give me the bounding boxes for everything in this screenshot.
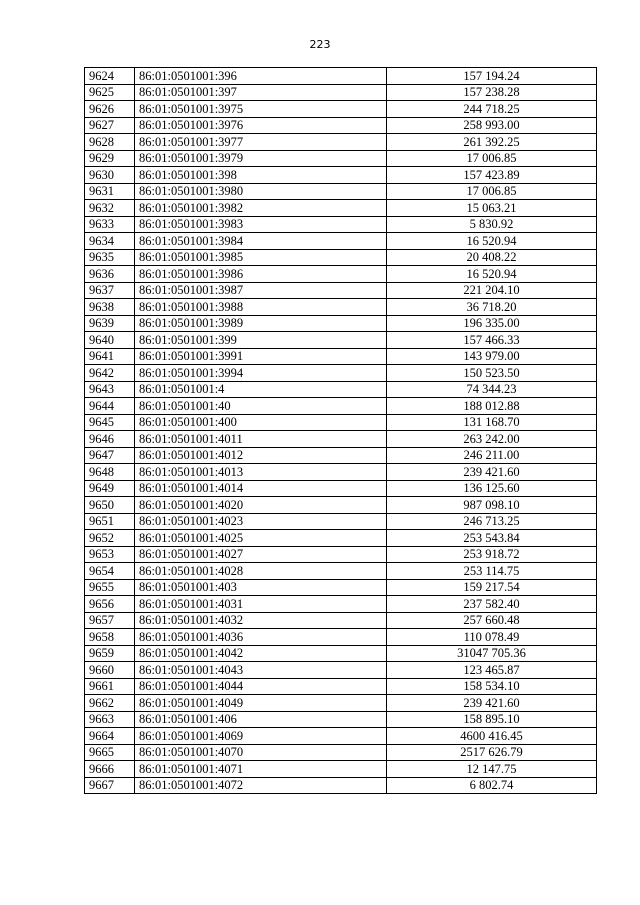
cadastral-number-cell: 86:01:0501001:4036 — [135, 629, 387, 646]
table-row — [85, 563, 597, 580]
table-row — [85, 266, 597, 283]
cadastral-number-cell: 86:01:0501001:397 — [135, 84, 387, 101]
row-number-cell: 9663 — [85, 711, 135, 728]
value-cell: 158 895.10 — [387, 711, 597, 728]
value-cell: 253 918.72 — [387, 546, 597, 563]
cadastral-number-cell: 86:01:0501001:398 — [135, 167, 387, 184]
table-row — [85, 332, 597, 349]
value-cell: 123 465.87 — [387, 662, 597, 679]
row-number-cell: 9665 — [85, 744, 135, 761]
table-row — [85, 464, 597, 481]
row-number-cell: 9637 — [85, 282, 135, 299]
table-row — [85, 101, 597, 118]
row-number-cell: 9666 — [85, 761, 135, 778]
value-cell: 159 217.54 — [387, 579, 597, 596]
value-cell: 157 423.89 — [387, 167, 597, 184]
table-row — [85, 744, 597, 761]
value-cell: 15 063.21 — [387, 200, 597, 217]
value-cell: 5 830.92 — [387, 216, 597, 233]
value-cell: 31047 705.36 — [387, 645, 597, 662]
value-cell: 143 979.00 — [387, 348, 597, 365]
value-cell: 6 802.74 — [387, 777, 597, 794]
table-row — [85, 678, 597, 695]
value-cell: 4600 416.45 — [387, 728, 597, 745]
row-number-cell: 9632 — [85, 200, 135, 217]
table-row — [85, 513, 597, 530]
table-row — [85, 530, 597, 547]
cadastral-number-cell: 86:01:0501001:4069 — [135, 728, 387, 745]
row-number-cell: 9624 — [85, 68, 135, 85]
cadastral-number-cell: 86:01:0501001:4032 — [135, 612, 387, 629]
value-cell: 239 421.60 — [387, 695, 597, 712]
table-row — [85, 200, 597, 217]
cadastral-number-cell: 86:01:0501001:4043 — [135, 662, 387, 679]
value-cell: 17 006.85 — [387, 183, 597, 200]
cadastral-number-cell: 86:01:0501001:4042 — [135, 645, 387, 662]
table-row — [85, 777, 597, 794]
cadastral-number-cell: 86:01:0501001:3983 — [135, 216, 387, 233]
row-number-cell: 9631 — [85, 183, 135, 200]
row-number-cell: 9653 — [85, 546, 135, 563]
table-row — [85, 183, 597, 200]
table-row — [85, 480, 597, 497]
table-row — [85, 645, 597, 662]
cadastral-number-cell: 86:01:0501001:396 — [135, 68, 387, 85]
row-number-cell: 9641 — [85, 348, 135, 365]
row-number-cell: 9647 — [85, 447, 135, 464]
row-number-cell: 9648 — [85, 464, 135, 481]
cadastral-number-cell: 86:01:0501001:4025 — [135, 530, 387, 547]
cadastral-number-cell: 86:01:0501001:4031 — [135, 596, 387, 613]
cadastral-number-cell: 86:01:0501001:4072 — [135, 777, 387, 794]
table-row — [85, 629, 597, 646]
cadastral-number-cell: 86:01:0501001:3986 — [135, 266, 387, 283]
row-number-cell: 9650 — [85, 497, 135, 514]
row-number-cell: 9667 — [85, 777, 135, 794]
row-number-cell: 9630 — [85, 167, 135, 184]
table-row — [85, 68, 597, 85]
cadastral-number-cell: 86:01:0501001:3979 — [135, 150, 387, 167]
table-row — [85, 728, 597, 745]
cadastral-number-cell: 86:01:0501001:4070 — [135, 744, 387, 761]
table-row — [85, 365, 597, 382]
value-cell: 261 392.25 — [387, 134, 597, 151]
cadastral-number-cell: 86:01:0501001:40 — [135, 398, 387, 415]
row-number-cell: 9658 — [85, 629, 135, 646]
table-row — [85, 711, 597, 728]
table-row — [85, 612, 597, 629]
row-number-cell: 9644 — [85, 398, 135, 415]
row-number-cell: 9639 — [85, 315, 135, 332]
table-body — [85, 68, 597, 794]
table-row — [85, 315, 597, 332]
row-number-cell: 9636 — [85, 266, 135, 283]
row-number-cell: 9629 — [85, 150, 135, 167]
table-row — [85, 84, 597, 101]
table-row — [85, 216, 597, 233]
table-row — [85, 233, 597, 250]
value-cell: 12 147.75 — [387, 761, 597, 778]
cadastral-number-cell: 86:01:0501001:4071 — [135, 761, 387, 778]
value-cell: 987 098.10 — [387, 497, 597, 514]
value-cell: 253 543.84 — [387, 530, 597, 547]
table-row — [85, 249, 597, 266]
table-row — [85, 398, 597, 415]
row-number-cell: 9651 — [85, 513, 135, 530]
cadastral-number-cell: 86:01:0501001:4020 — [135, 497, 387, 514]
table-row — [85, 348, 597, 365]
value-cell: 110 078.49 — [387, 629, 597, 646]
row-number-cell: 9661 — [85, 678, 135, 695]
row-number-cell: 9640 — [85, 332, 135, 349]
row-number-cell: 9655 — [85, 579, 135, 596]
cadastral-number-cell: 86:01:0501001:4028 — [135, 563, 387, 580]
cadastral-number-cell: 86:01:0501001:4044 — [135, 678, 387, 695]
row-number-cell: 9657 — [85, 612, 135, 629]
cadastral-number-cell: 86:01:0501001:3994 — [135, 365, 387, 382]
value-cell: 239 421.60 — [387, 464, 597, 481]
table-row — [85, 167, 597, 184]
table-row — [85, 414, 597, 431]
value-cell: 16 520.94 — [387, 266, 597, 283]
table-row — [85, 381, 597, 398]
cadastral-number-cell: 86:01:0501001:3985 — [135, 249, 387, 266]
table-row — [85, 150, 597, 167]
row-number-cell: 9660 — [85, 662, 135, 679]
row-number-cell: 9649 — [85, 480, 135, 497]
cadastral-number-cell: 86:01:0501001:3975 — [135, 101, 387, 118]
row-number-cell: 9642 — [85, 365, 135, 382]
value-cell: 237 582.40 — [387, 596, 597, 613]
cadastral-number-cell: 86:01:0501001:3988 — [135, 299, 387, 316]
cadastral-number-cell: 86:01:0501001:406 — [135, 711, 387, 728]
cadastral-number-cell: 86:01:0501001:4012 — [135, 447, 387, 464]
value-cell: 263 242.00 — [387, 431, 597, 448]
cadastral-number-cell: 86:01:0501001:3980 — [135, 183, 387, 200]
cadastral-number-cell: 86:01:0501001:3976 — [135, 117, 387, 134]
row-number-cell: 9628 — [85, 134, 135, 151]
row-number-cell: 9626 — [85, 101, 135, 118]
cadastral-number-cell: 86:01:0501001:399 — [135, 332, 387, 349]
cadastral-number-cell: 86:01:0501001:3977 — [135, 134, 387, 151]
value-cell: 2517 626.79 — [387, 744, 597, 761]
row-number-cell: 9646 — [85, 431, 135, 448]
table-row — [85, 497, 597, 514]
value-cell: 131 168.70 — [387, 414, 597, 431]
cadastral-number-cell: 86:01:0501001:4011 — [135, 431, 387, 448]
cadastral-number-cell: 86:01:0501001:403 — [135, 579, 387, 596]
table-row — [85, 761, 597, 778]
value-cell: 258 993.00 — [387, 117, 597, 134]
table-row — [85, 596, 597, 613]
table-row — [85, 431, 597, 448]
row-number-cell: 9662 — [85, 695, 135, 712]
cadastral-number-cell: 86:01:0501001:3987 — [135, 282, 387, 299]
value-cell: 157 194.24 — [387, 68, 597, 85]
row-number-cell: 9654 — [85, 563, 135, 580]
value-cell: 136 125.60 — [387, 480, 597, 497]
row-number-cell: 9664 — [85, 728, 135, 745]
row-number-cell: 9625 — [85, 84, 135, 101]
value-cell: 221 204.10 — [387, 282, 597, 299]
cadastral-number-cell: 86:01:0501001:3982 — [135, 200, 387, 217]
row-number-cell: 9634 — [85, 233, 135, 250]
value-cell: 244 718.25 — [387, 101, 597, 118]
row-number-cell: 9645 — [85, 414, 135, 431]
value-cell: 157 238.28 — [387, 84, 597, 101]
value-cell: 17 006.85 — [387, 150, 597, 167]
value-cell: 253 114.75 — [387, 563, 597, 580]
page-number: 223 — [309, 38, 331, 51]
row-number-cell: 9652 — [85, 530, 135, 547]
cadastral-number-cell: 86:01:0501001:4 — [135, 381, 387, 398]
value-cell: 74 344.23 — [387, 381, 597, 398]
row-number-cell: 9627 — [85, 117, 135, 134]
table-row — [85, 579, 597, 596]
row-number-cell: 9656 — [85, 596, 135, 613]
value-cell: 16 520.94 — [387, 233, 597, 250]
cadastral-number-cell: 86:01:0501001:400 — [135, 414, 387, 431]
table-row — [85, 134, 597, 151]
table-row — [85, 447, 597, 464]
value-cell: 157 466.33 — [387, 332, 597, 349]
table-row — [85, 695, 597, 712]
value-cell: 188 012.88 — [387, 398, 597, 415]
cadastral-number-cell: 86:01:0501001:4027 — [135, 546, 387, 563]
value-cell: 158 534.10 — [387, 678, 597, 695]
table-row — [85, 662, 597, 679]
value-cell: 36 718.20 — [387, 299, 597, 316]
cadastral-number-cell: 86:01:0501001:4023 — [135, 513, 387, 530]
cadastral-number-cell: 86:01:0501001:4014 — [135, 480, 387, 497]
value-cell: 246 713.25 — [387, 513, 597, 530]
cadastral-number-cell: 86:01:0501001:4049 — [135, 695, 387, 712]
cadastral-number-cell: 86:01:0501001:3984 — [135, 233, 387, 250]
row-number-cell: 9638 — [85, 299, 135, 316]
row-number-cell: 9659 — [85, 645, 135, 662]
value-cell: 196 335.00 — [387, 315, 597, 332]
cadastral-number-cell: 86:01:0501001:3989 — [135, 315, 387, 332]
row-number-cell: 9635 — [85, 249, 135, 266]
value-cell: 257 660.48 — [387, 612, 597, 629]
row-number-cell: 9633 — [85, 216, 135, 233]
cadastral-number-cell: 86:01:0501001:3991 — [135, 348, 387, 365]
cadastral-value-table — [84, 67, 597, 794]
table-row — [85, 546, 597, 563]
value-cell: 246 211.00 — [387, 447, 597, 464]
cadastral-number-cell: 86:01:0501001:4013 — [135, 464, 387, 481]
table-row — [85, 117, 597, 134]
row-number-cell: 9643 — [85, 381, 135, 398]
table-row — [85, 282, 597, 299]
table-row — [85, 299, 597, 316]
value-cell: 20 408.22 — [387, 249, 597, 266]
value-cell: 150 523.50 — [387, 365, 597, 382]
